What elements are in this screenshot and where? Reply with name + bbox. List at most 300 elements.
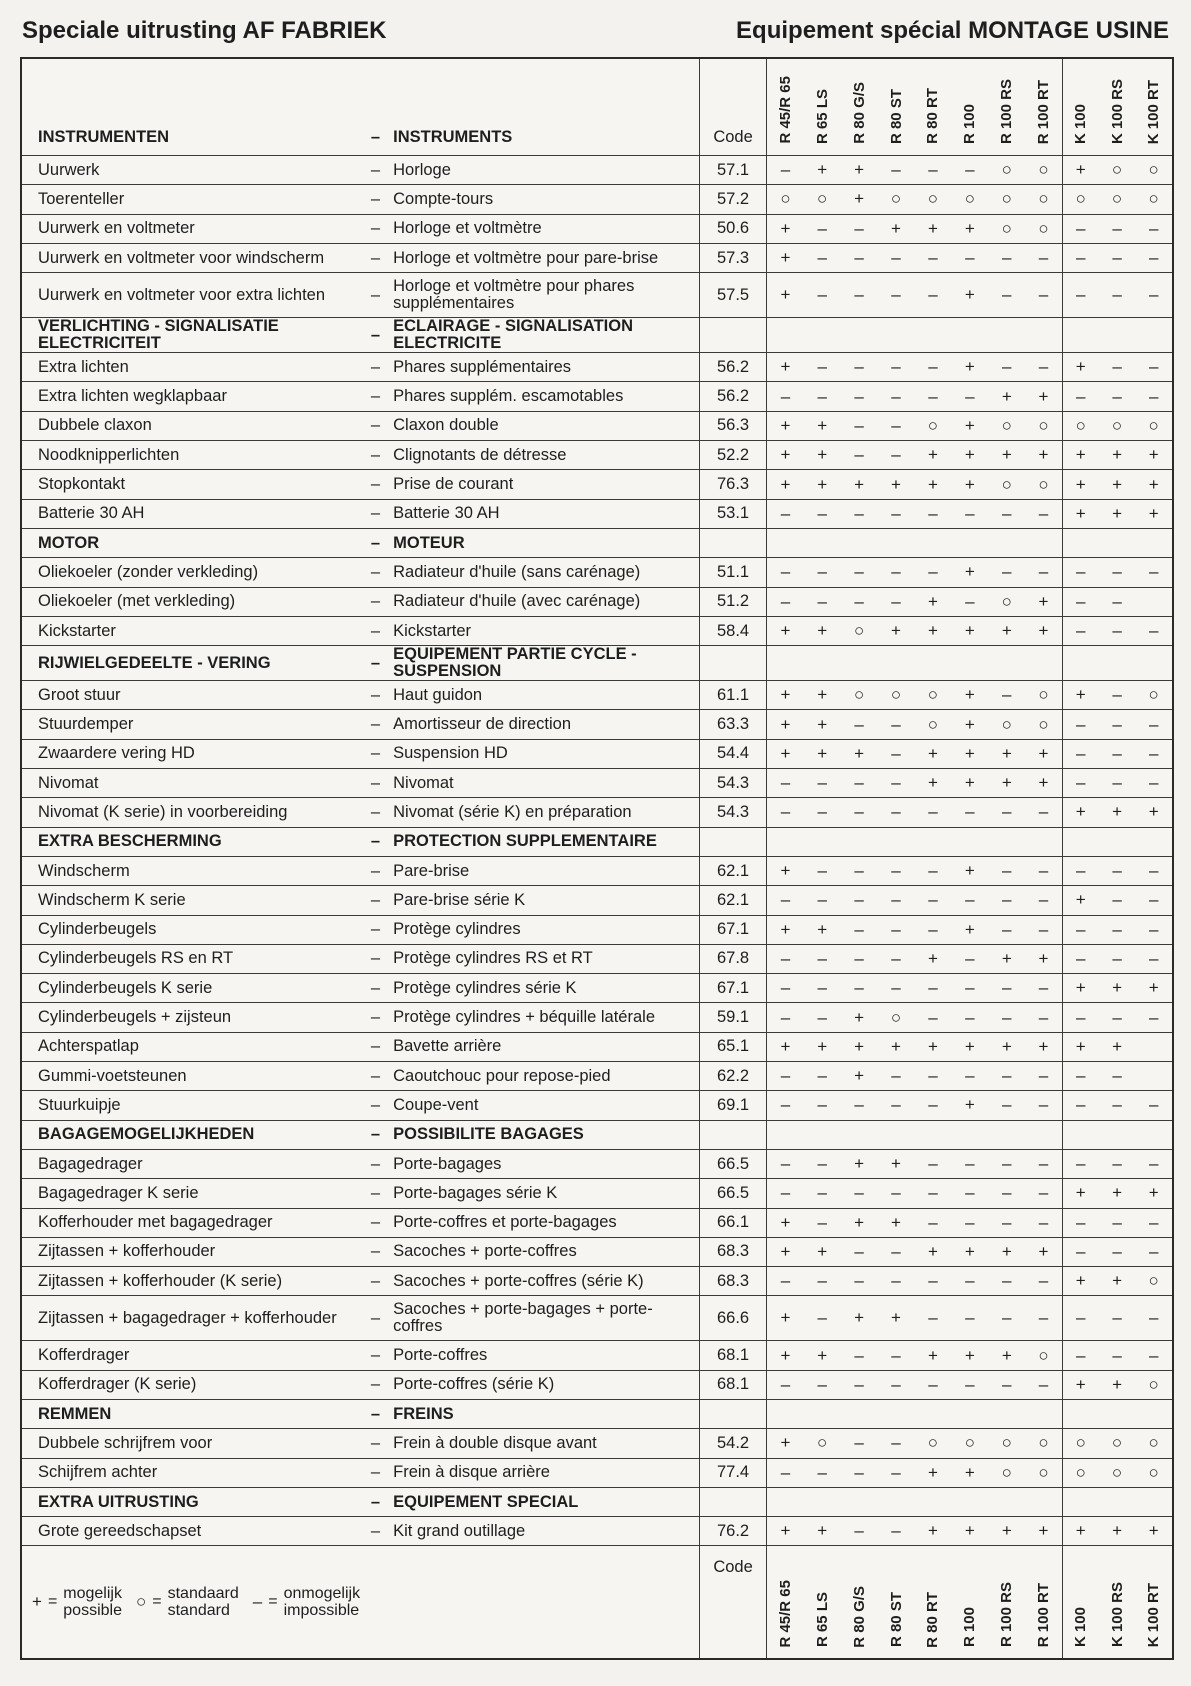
availability-mark: [1062, 827, 1099, 856]
item-name-french: Phares supplémentaires: [389, 353, 699, 382]
availability-mark: [1062, 1120, 1099, 1149]
item-name-dutch: Schijfrem achter: [22, 1458, 362, 1487]
availability-mark: +: [767, 1341, 804, 1370]
availability-mark: ○: [1062, 1429, 1099, 1458]
table-row: [22, 1032, 1172, 1061]
separator-dash: –: [362, 1341, 389, 1370]
availability-mark: –: [1099, 1296, 1136, 1341]
availability-mark: ○: [914, 1429, 951, 1458]
availability-mark: –: [914, 915, 951, 944]
availability-mark: ○: [988, 214, 1025, 243]
availability-mark: –: [1025, 1208, 1062, 1237]
separator-dash: –: [362, 1487, 389, 1516]
availability-mark: [878, 646, 915, 681]
availability-mark: [878, 1487, 915, 1516]
availability-mark: +: [841, 1149, 878, 1178]
separator-dash: –: [362, 1179, 389, 1208]
availability-mark: –: [1099, 382, 1136, 411]
availability-mark: [1099, 318, 1136, 353]
availability-mark: ○: [914, 411, 951, 440]
availability-mark: –: [1135, 243, 1172, 272]
item-name-dutch: Zijtassen + kofferhouder (K serie): [22, 1267, 362, 1296]
availability-mark: +: [914, 944, 951, 973]
availability-mark: ○: [988, 470, 1025, 499]
availability-mark: ○: [804, 185, 841, 214]
availability-mark: –: [1062, 587, 1099, 616]
availability-mark: –: [878, 974, 915, 1003]
item-name-dutch: Extra lichten: [22, 353, 362, 382]
availability-mark: –: [1062, 214, 1099, 243]
item-name-dutch: Windscherm K serie: [22, 886, 362, 915]
option-code: 77.4: [699, 1458, 767, 1487]
separator-dash: –: [370, 128, 380, 146]
availability-mark: –: [1062, 769, 1099, 798]
availability-mark: ○: [988, 156, 1025, 185]
availability-mark: +: [767, 1296, 804, 1341]
availability-mark: ○: [1062, 185, 1099, 214]
availability-mark: –: [914, 156, 951, 185]
availability-mark: –: [878, 273, 915, 318]
separator-dash: –: [362, 558, 389, 587]
availability-mark: –: [878, 944, 915, 973]
separator-dash: –: [362, 470, 389, 499]
availability-mark: +: [841, 185, 878, 214]
availability-mark: +: [914, 470, 951, 499]
model-label: R 65 LS: [813, 1592, 831, 1648]
availability-mark: +: [878, 1032, 915, 1061]
legend-text: [168, 1585, 239, 1619]
availability-mark: –: [951, 156, 988, 185]
availability-mark: [1025, 1120, 1062, 1149]
table-row: [22, 1003, 1172, 1032]
availability-mark: –: [951, 243, 988, 272]
separator-dash: –: [362, 1296, 389, 1341]
model-label: R 100 RT: [1034, 79, 1052, 144]
availability-mark: +: [1062, 974, 1099, 1003]
availability-mark: [951, 1120, 988, 1149]
availability-mark: –: [988, 1179, 1025, 1208]
availability-mark: –: [1135, 1003, 1172, 1032]
availability-mark: +: [951, 856, 988, 885]
availability-mark: –: [1099, 1237, 1136, 1266]
separator-dash: –: [362, 214, 389, 243]
item-name-dutch: Kofferhouder met bagagedrager: [22, 1208, 362, 1237]
availability-mark: –: [878, 558, 915, 587]
option-code: 66.5: [699, 1149, 767, 1178]
availability-mark: +: [914, 1458, 951, 1487]
item-name-dutch: Oliekoeler (met verkleding): [22, 587, 362, 616]
availability-mark: –: [1135, 1149, 1172, 1178]
availability-mark: –: [988, 1208, 1025, 1237]
availability-mark: –: [841, 558, 878, 587]
availability-mark: –: [1135, 1237, 1172, 1266]
availability-mark: –: [841, 441, 878, 470]
availability-mark: [1025, 827, 1062, 856]
section-heading-french: EQUIPEMENT PARTIE CYCLE - SUSPENSION: [389, 646, 699, 681]
availability-mark: –: [767, 382, 804, 411]
availability-mark: –: [988, 1003, 1025, 1032]
availability-mark: –: [951, 1003, 988, 1032]
item-name-french: Horloge et voltmètre pour phares supplémentaires: [389, 273, 699, 318]
availability-mark: +: [767, 273, 804, 318]
availability-mark: [988, 318, 1025, 353]
option-code: 63.3: [699, 710, 767, 739]
availability-mark: –: [878, 1429, 915, 1458]
item-name-dutch: Kofferdrager: [22, 1341, 362, 1370]
availability-mark: +: [767, 470, 804, 499]
separator-dash: –: [362, 974, 389, 1003]
availability-mark: +: [1135, 470, 1172, 499]
availability-mark: [1099, 528, 1136, 557]
availability-mark: –: [988, 681, 1025, 710]
availability-mark: –: [804, 273, 841, 318]
separator-dash: –: [362, 243, 389, 272]
availability-mark: [804, 528, 841, 557]
option-code: 56.3: [699, 411, 767, 440]
availability-mark: +: [1025, 739, 1062, 768]
availability-mark: –: [767, 156, 804, 185]
model-column-footer: [804, 1546, 841, 1659]
availability-mark: +: [1062, 1517, 1099, 1546]
availability-mark: +: [988, 739, 1025, 768]
availability-mark: +: [1099, 1267, 1136, 1296]
availability-mark: –: [914, 886, 951, 915]
availability-mark: +: [914, 1032, 951, 1061]
separator-dash: –: [362, 441, 389, 470]
availability-mark: –: [767, 1003, 804, 1032]
availability-mark: –: [767, 499, 804, 528]
availability-mark: –: [878, 499, 915, 528]
availability-mark: –: [804, 353, 841, 382]
availability-mark: –: [914, 1296, 951, 1341]
table-header-row: [22, 59, 1172, 156]
option-code: 68.3: [699, 1267, 767, 1296]
availability-mark: +: [841, 1296, 878, 1341]
model-column-footer: [1135, 1546, 1172, 1659]
option-code: 66.5: [699, 1179, 767, 1208]
availability-mark: +: [1099, 470, 1136, 499]
availability-mark: +: [988, 441, 1025, 470]
equals-sign: =: [268, 1593, 278, 1611]
separator-dash: –: [362, 616, 389, 645]
section-heading-french: INSTRUMENTS: [393, 128, 513, 146]
model-column-footer: [767, 1546, 804, 1659]
availability-mark: [841, 1120, 878, 1149]
item-name-dutch: Oliekoeler (zonder verkleding): [22, 558, 362, 587]
availability-mark: –: [1135, 915, 1172, 944]
separator-dash: –: [362, 856, 389, 885]
item-name-dutch: Achterspatlap: [22, 1032, 362, 1061]
availability-mark: +: [1062, 470, 1099, 499]
availability-mark: +: [951, 1237, 988, 1266]
legend-symbol: ○: [135, 1592, 147, 1612]
legend-text-dutch: onmogelijk: [283, 1585, 361, 1603]
option-code: 68.1: [699, 1370, 767, 1399]
availability-mark: –: [1062, 856, 1099, 885]
availability-mark: +: [767, 1208, 804, 1237]
availability-mark: –: [988, 1062, 1025, 1091]
option-code: 57.3: [699, 243, 767, 272]
section-heading-row: [22, 528, 1172, 557]
availability-mark: –: [1025, 1179, 1062, 1208]
availability-mark: –: [1025, 1091, 1062, 1120]
separator-dash: –: [362, 1003, 389, 1032]
legend-text-french: impossible: [283, 1602, 360, 1620]
availability-mark: [1025, 1487, 1062, 1516]
availability-mark: [914, 1399, 951, 1428]
availability-mark: ○: [951, 1429, 988, 1458]
availability-mark: –: [767, 798, 804, 827]
item-name-french: Sacoches + porte-bagages + porte-coffres: [389, 1296, 699, 1341]
model-label: R 45/R 65: [777, 1579, 794, 1648]
availability-mark: +: [804, 681, 841, 710]
option-code: 62.2: [699, 1062, 767, 1091]
table-row: [22, 243, 1172, 272]
availability-mark: +: [804, 156, 841, 185]
availability-mark: +: [841, 1208, 878, 1237]
section-heading-dutch: BAGAGEMOGELIJKHEDEN: [22, 1120, 362, 1149]
availability-mark: [1135, 1399, 1172, 1428]
availability-mark: +: [951, 470, 988, 499]
table-row: [22, 587, 1172, 616]
model-label: R 80 RT: [924, 88, 942, 144]
availability-mark: –: [804, 1179, 841, 1208]
availability-mark: [1062, 646, 1099, 681]
availability-mark: +: [1025, 944, 1062, 973]
page-header: [22, 14, 1169, 48]
model-label: R 100 RS: [998, 1582, 1016, 1648]
table-row: [22, 915, 1172, 944]
availability-mark: [914, 1120, 951, 1149]
availability-mark: –: [988, 886, 1025, 915]
availability-mark: +: [1062, 1267, 1099, 1296]
availability-mark: –: [841, 382, 878, 411]
separator-dash: –: [362, 1062, 389, 1091]
availability-mark: ○: [1099, 185, 1136, 214]
availability-mark: –: [767, 1267, 804, 1296]
option-code: 51.2: [699, 587, 767, 616]
availability-mark: –: [914, 1267, 951, 1296]
availability-mark: +: [1099, 1032, 1136, 1061]
availability-mark: –: [841, 273, 878, 318]
availability-mark: –: [878, 1237, 915, 1266]
availability-mark: [1135, 646, 1172, 681]
availability-mark: +: [767, 1237, 804, 1266]
availability-mark: –: [951, 974, 988, 1003]
availability-mark: –: [1135, 1296, 1172, 1341]
option-code: [699, 646, 767, 681]
legend-text-french: standard: [167, 1602, 230, 1620]
option-code: 68.3: [699, 1237, 767, 1266]
separator-dash: –: [362, 1208, 389, 1237]
table-row: [22, 944, 1172, 973]
model-label: R 100 RS: [998, 78, 1016, 144]
availability-mark: +: [1135, 499, 1172, 528]
separator-dash: –: [362, 798, 389, 827]
availability-mark: –: [1099, 856, 1136, 885]
availability-mark: –: [1025, 558, 1062, 587]
availability-mark: –: [914, 974, 951, 1003]
item-name-french: Bavette arrière: [389, 1032, 699, 1061]
section-heading-row: [22, 646, 1172, 681]
availability-mark: +: [1099, 974, 1136, 1003]
availability-mark: +: [804, 739, 841, 768]
availability-mark: –: [841, 411, 878, 440]
option-code: 67.1: [699, 974, 767, 1003]
option-code: 53.1: [699, 499, 767, 528]
item-name-dutch: Bagagedrager K serie: [22, 1179, 362, 1208]
availability-mark: –: [988, 353, 1025, 382]
availability-mark: ○: [914, 710, 951, 739]
availability-mark: –: [841, 944, 878, 973]
item-name-french: Caoutchouc pour repose-pied: [389, 1062, 699, 1091]
separator-dash: –: [362, 156, 389, 185]
separator-dash: –: [362, 915, 389, 944]
availability-mark: –: [1135, 739, 1172, 768]
availability-mark: ○: [988, 587, 1025, 616]
availability-mark: –: [878, 856, 915, 885]
table-row: [22, 382, 1172, 411]
availability-mark: +: [914, 214, 951, 243]
availability-mark: –: [1025, 915, 1062, 944]
separator-dash: –: [362, 646, 389, 681]
separator-dash: –: [362, 1370, 389, 1399]
availability-mark: +: [767, 710, 804, 739]
option-code: [699, 1399, 767, 1428]
availability-mark: +: [951, 616, 988, 645]
availability-mark: –: [1025, 243, 1062, 272]
availability-mark: +: [1025, 382, 1062, 411]
availability-mark: –: [914, 499, 951, 528]
availability-mark: –: [1135, 1341, 1172, 1370]
table-row: [22, 499, 1172, 528]
availability-mark: –: [804, 1370, 841, 1399]
availability-mark: –: [841, 214, 878, 243]
availability-mark: –: [841, 587, 878, 616]
option-code: 57.2: [699, 185, 767, 214]
table-row: [22, 1341, 1172, 1370]
item-name-dutch: Nivomat: [22, 769, 362, 798]
availability-mark: [804, 1399, 841, 1428]
model-label: K 100 RT: [1145, 1583, 1163, 1648]
item-name-dutch: Dubbele schrijfrem voor: [22, 1429, 362, 1458]
section-heading-dutch: MOTOR: [22, 528, 362, 557]
availability-mark: [878, 1120, 915, 1149]
option-code: 57.5: [699, 273, 767, 318]
availability-mark: +: [1062, 156, 1099, 185]
availability-mark: [1062, 318, 1099, 353]
availability-mark: –: [1025, 1003, 1062, 1032]
model-column-footer: [1099, 1546, 1136, 1659]
model-column-footer: [841, 1546, 878, 1659]
table-row: [22, 1458, 1172, 1487]
availability-mark: +: [1135, 1179, 1172, 1208]
availability-mark: +: [767, 243, 804, 272]
availability-mark: –: [1025, 1062, 1062, 1091]
table-row: [22, 710, 1172, 739]
separator-dash: –: [362, 886, 389, 915]
availability-mark: ○: [1135, 411, 1172, 440]
availability-mark: –: [1135, 214, 1172, 243]
availability-mark: +: [988, 616, 1025, 645]
availability-mark: –: [951, 499, 988, 528]
availability-mark: ○: [951, 185, 988, 214]
item-name-french: Frein à double disque avant: [389, 1429, 699, 1458]
availability-mark: ○: [1135, 1458, 1172, 1487]
availability-mark: –: [878, 1517, 915, 1546]
model-label: R 65 LS: [813, 88, 831, 144]
availability-mark: –: [841, 974, 878, 1003]
model-column-header: [878, 59, 915, 156]
availability-mark: [1025, 528, 1062, 557]
availability-mark: –: [767, 1091, 804, 1120]
model-column-header: [914, 59, 951, 156]
separator-dash: –: [362, 739, 389, 768]
availability-mark: –: [767, 1062, 804, 1091]
availability-mark: –: [804, 1296, 841, 1341]
availability-mark: +: [1135, 798, 1172, 827]
availability-mark: –: [804, 499, 841, 528]
table-row: [22, 1062, 1172, 1091]
availability-mark: [1062, 528, 1099, 557]
availability-mark: –: [841, 1237, 878, 1266]
availability-mark: [1099, 1487, 1136, 1516]
item-name-dutch: Extra lichten wegklapbaar: [22, 382, 362, 411]
item-name-dutch: Toerenteller: [22, 185, 362, 214]
separator-dash: –: [362, 1237, 389, 1266]
availability-mark: ○: [1099, 1458, 1136, 1487]
availability-mark: –: [841, 1091, 878, 1120]
availability-mark: +: [804, 710, 841, 739]
availability-mark: –: [914, 273, 951, 318]
availability-mark: ○: [1062, 1458, 1099, 1487]
availability-mark: [988, 1487, 1025, 1516]
item-name-dutch: Uurwerk en voltmeter voor windscherm: [22, 243, 362, 272]
availability-mark: –: [767, 1149, 804, 1178]
availability-mark: +: [878, 1149, 915, 1178]
availability-mark: +: [1135, 1517, 1172, 1546]
availability-mark: +: [1062, 1032, 1099, 1061]
availability-mark: –: [804, 1062, 841, 1091]
header-title-french: Equipement spécial MONTAGE USINE: [736, 17, 1169, 44]
availability-mark: –: [841, 243, 878, 272]
availability-mark: ○: [1099, 411, 1136, 440]
availability-mark: –: [1062, 1208, 1099, 1237]
legend-text-french: possible: [63, 1602, 122, 1620]
equals-sign: =: [152, 1593, 162, 1611]
availability-mark: ○: [1025, 1341, 1062, 1370]
item-name-french: Kickstarter: [389, 616, 699, 645]
model-label: K 100 RS: [1108, 1582, 1126, 1648]
separator-dash: –: [362, 1032, 389, 1061]
availability-mark: –: [878, 411, 915, 440]
availability-mark: –: [951, 944, 988, 973]
availability-mark: –: [878, 739, 915, 768]
availability-mark: –: [951, 1149, 988, 1178]
availability-mark: –: [804, 798, 841, 827]
availability-mark: –: [1135, 1091, 1172, 1120]
availability-mark: –: [878, 1341, 915, 1370]
item-name-french: Sacoches + porte-coffres: [389, 1237, 699, 1266]
availability-mark: –: [1025, 1267, 1062, 1296]
availability-mark: –: [1062, 1296, 1099, 1341]
availability-mark: –: [878, 156, 915, 185]
availability-mark: [878, 827, 915, 856]
section-heading-row: [22, 1120, 1172, 1149]
availability-mark: +: [878, 1208, 915, 1237]
availability-mark: ○: [1025, 1458, 1062, 1487]
item-name-french: Porte-bagages série K: [389, 1179, 699, 1208]
